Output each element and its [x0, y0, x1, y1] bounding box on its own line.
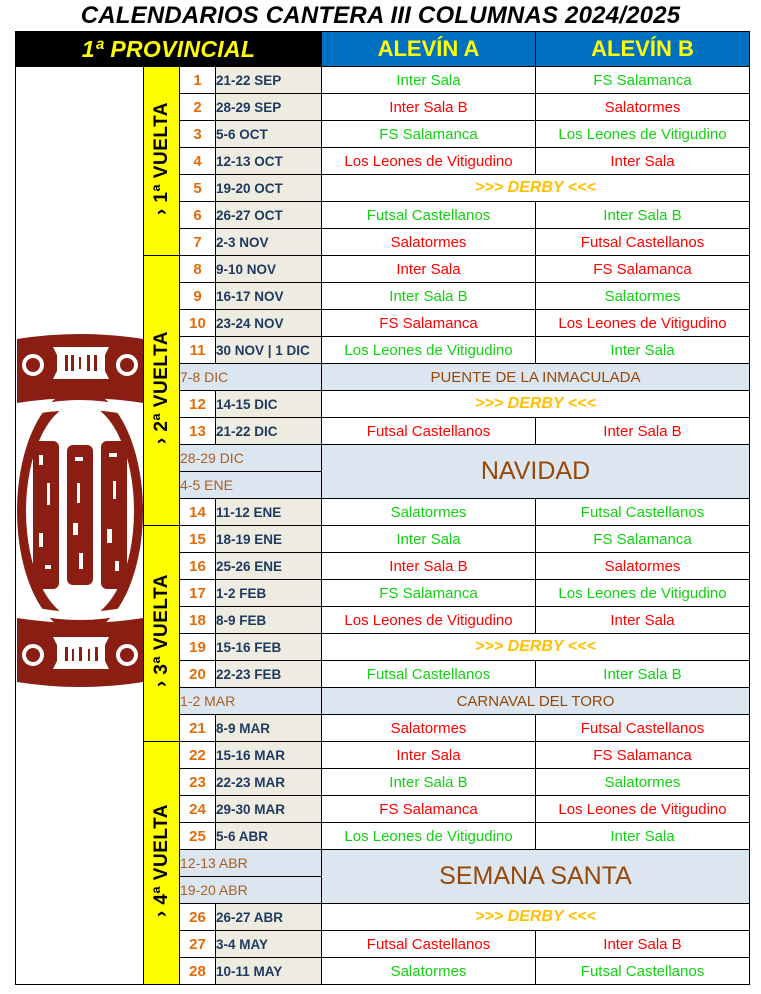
- derby-label: >>> DERBY <<<: [322, 904, 750, 931]
- vuelta-label: › 1ª VUELTA: [150, 101, 172, 216]
- alevin-a-opponent: Futsal Castellanos: [322, 418, 536, 445]
- matchday-number: 15: [180, 526, 216, 553]
- alevin-a-opponent: FS Salamanca: [322, 580, 536, 607]
- matchday-date: 9-10 NOV: [216, 256, 322, 283]
- alevin-a-opponent: Inter Sala B: [322, 553, 536, 580]
- alevin-b-opponent: Inter Sala: [536, 607, 750, 634]
- matchday-date: 29-30 MAR: [216, 796, 322, 823]
- matchday-date: 5-6 ABR: [216, 823, 322, 850]
- matchday-number: 10: [180, 310, 216, 337]
- matchday-date: 3-4 MAY: [216, 931, 322, 958]
- matchday-number: 16: [180, 553, 216, 580]
- matchday-number: 3: [180, 121, 216, 148]
- matchday-date: 18-19 ENE: [216, 526, 322, 553]
- header-row: [16, 32, 750, 67]
- break-date: 7-8 DIC: [180, 364, 322, 391]
- league-header: 1ª PROVINCIAL: [16, 32, 322, 67]
- matchday-number: 8: [180, 256, 216, 283]
- alevin-a-opponent: Salatormes: [322, 229, 536, 256]
- matchday-date: 23-24 NOV: [216, 310, 322, 337]
- page-title: CALENDARIOS CANTERA III COLUMNAS 2024/2025: [80, 2, 681, 29]
- matchday-date: 16-17 NOV: [216, 283, 322, 310]
- break-date: 1-2 MAR: [180, 688, 322, 715]
- alevin-b-opponent: Inter Sala: [536, 148, 750, 175]
- alevin-b-opponent: Inter Sala B: [536, 931, 750, 958]
- matchday-date: 11-12 ENE: [216, 499, 322, 526]
- derby-label: >>> DERBY <<<: [322, 634, 750, 661]
- matchday-date: 2-3 NOV: [216, 229, 322, 256]
- matchday-number: 23: [180, 769, 216, 796]
- vuelta-label: › 3ª VUELTA: [150, 574, 172, 688]
- matchday-number: 17: [180, 580, 216, 607]
- alevin-b-opponent: Inter Sala B: [536, 661, 750, 688]
- matchday-date: 22-23 MAR: [216, 769, 322, 796]
- matchday-number: 14: [180, 499, 216, 526]
- derby-label: >>> DERBY <<<: [322, 175, 750, 202]
- matchday-number: 1: [180, 67, 216, 94]
- alevin-b-opponent: Inter Sala B: [536, 418, 750, 445]
- alevin-a-opponent: Salatormes: [322, 715, 536, 742]
- matchday-number: 19: [180, 634, 216, 661]
- logo-cell: [16, 67, 144, 985]
- alevin-a-opponent: FS Salamanca: [322, 310, 536, 337]
- break-label: CARNAVAL DEL TORO: [322, 688, 750, 715]
- schedule-body: [16, 67, 750, 985]
- alevin-a-opponent: Los Leones de Vitigudino: [322, 337, 536, 364]
- alevin-b-opponent: FS Salamanca: [536, 526, 750, 553]
- schedule-table: [15, 31, 750, 985]
- alevin-a-opponent: Futsal Castellanos: [322, 202, 536, 229]
- break-date: 4-5 ENE: [180, 472, 322, 499]
- vuelta-label: › 2ª VUELTA: [150, 331, 172, 445]
- matchday-number: 7: [180, 229, 216, 256]
- matchday-number: 13: [180, 418, 216, 445]
- matchday-date: 1-2 FEB: [216, 580, 322, 607]
- matchday-date: 8-9 MAR: [216, 715, 322, 742]
- derby-label: >>> DERBY <<<: [322, 391, 750, 418]
- alevin-a-opponent: FS Salamanca: [322, 796, 536, 823]
- matchday-date: 14-15 DIC: [216, 391, 322, 418]
- alevin-a-opponent: FS Salamanca: [322, 121, 536, 148]
- vuelta-label-cell: [144, 256, 180, 526]
- matchday-date: 22-23 FEB: [216, 661, 322, 688]
- alevin-a-opponent: Inter Sala: [322, 256, 536, 283]
- alevin-a-opponent: Inter Sala B: [322, 283, 536, 310]
- alevin-b-opponent: FS Salamanca: [536, 256, 750, 283]
- matchday-number: 5: [180, 175, 216, 202]
- break-date: 28-29 DIC: [180, 445, 322, 472]
- break-date: 19-20 ABR: [180, 877, 322, 904]
- matchday-number: 27: [180, 931, 216, 958]
- matchday-number: 25: [180, 823, 216, 850]
- alevin-a-opponent: Futsal Castellanos: [322, 661, 536, 688]
- alevin-b-opponent: Salatormes: [536, 94, 750, 121]
- matchday-date: 28-29 SEP: [216, 94, 322, 121]
- column-header-alevin-b: ALEVÍN B: [536, 32, 750, 67]
- matchday-date: 8-9 FEB: [216, 607, 322, 634]
- alevin-b-opponent: FS Salamanca: [536, 742, 750, 769]
- matchday-date: 10-11 MAY: [216, 958, 322, 985]
- matchday-number: 4: [180, 148, 216, 175]
- matchday-number: 12: [180, 391, 216, 418]
- matchday-number: 11: [180, 337, 216, 364]
- matchday-number: 26: [180, 904, 216, 931]
- alevin-b-opponent: Futsal Castellanos: [536, 958, 750, 985]
- alevin-a-opponent: Inter Sala B: [322, 769, 536, 796]
- break-label: NAVIDAD: [322, 445, 750, 499]
- table-row: [16, 67, 750, 94]
- alevin-a-opponent: Los Leones de Vitigudino: [322, 148, 536, 175]
- break-date: 12-13 ABR: [180, 850, 322, 877]
- club-crest-icon: [17, 333, 143, 688]
- alevin-a-opponent: Inter Sala: [322, 526, 536, 553]
- alevin-b-opponent: Los Leones de Vitigudino: [536, 310, 750, 337]
- alevin-b-opponent: Los Leones de Vitigudino: [536, 121, 750, 148]
- matchday-date: 15-16 FEB: [216, 634, 322, 661]
- alevin-b-opponent: Inter Sala: [536, 337, 750, 364]
- alevin-a-opponent: Inter Sala: [322, 742, 536, 769]
- vuelta-label-cell: [144, 526, 180, 742]
- matchday-date: 26-27 OCT: [216, 202, 322, 229]
- matchday-number: 24: [180, 796, 216, 823]
- alevin-a-opponent: Los Leones de Vitigudino: [322, 607, 536, 634]
- matchday-number: 21: [180, 715, 216, 742]
- matchday-number: 9: [180, 283, 216, 310]
- alevin-a-opponent: Futsal Castellanos: [322, 931, 536, 958]
- alevin-a-opponent: Inter Sala: [322, 67, 536, 94]
- vuelta-label-cell: [144, 67, 180, 256]
- matchday-date: 12-13 OCT: [216, 148, 322, 175]
- matchday-date: 26-27 ABR: [216, 904, 322, 931]
- alevin-a-opponent: Inter Sala B: [322, 94, 536, 121]
- alevin-a-opponent: Salatormes: [322, 958, 536, 985]
- matchday-date: 25-26 ENE: [216, 553, 322, 580]
- matchday-number: 22: [180, 742, 216, 769]
- alevin-b-opponent: Los Leones de Vitigudino: [536, 796, 750, 823]
- vuelta-label: › 4ª VUELTA: [150, 803, 172, 918]
- alevin-b-opponent: Los Leones de Vitigudino: [536, 580, 750, 607]
- alevin-a-opponent: Salatormes: [322, 499, 536, 526]
- vuelta-label-cell: [144, 742, 180, 985]
- alevin-b-opponent: Inter Sala: [536, 823, 750, 850]
- break-label: SEMANA SANTA: [322, 850, 750, 904]
- matchday-date: 21-22 SEP: [216, 67, 322, 94]
- alevin-b-opponent: Futsal Castellanos: [536, 499, 750, 526]
- break-label: PUENTE DE LA INMACULADA: [322, 364, 750, 391]
- matchday-number: 18: [180, 607, 216, 634]
- matchday-date: 30 NOV | 1 DIC: [216, 337, 322, 364]
- alevin-b-opponent: Salatormes: [536, 553, 750, 580]
- matchday-number: 2: [180, 94, 216, 121]
- alevin-b-opponent: Salatormes: [536, 769, 750, 796]
- alevin-a-opponent: Los Leones de Vitigudino: [322, 823, 536, 850]
- alevin-b-opponent: Salatormes: [536, 283, 750, 310]
- matchday-date: 15-16 MAR: [216, 742, 322, 769]
- alevin-b-opponent: Inter Sala B: [536, 202, 750, 229]
- alevin-b-opponent: FS Salamanca: [536, 67, 750, 94]
- column-header-alevin-a: ALEVÍN A: [322, 32, 536, 67]
- matchday-date: 21-22 DIC: [216, 418, 322, 445]
- alevin-b-opponent: Futsal Castellanos: [536, 229, 750, 256]
- matchday-number: 20: [180, 661, 216, 688]
- matchday-number: 28: [180, 958, 216, 985]
- alevin-b-opponent: Futsal Castellanos: [536, 715, 750, 742]
- matchday-number: 6: [180, 202, 216, 229]
- matchday-date: 5-6 OCT: [216, 121, 322, 148]
- matchday-date: 19-20 OCT: [216, 175, 322, 202]
